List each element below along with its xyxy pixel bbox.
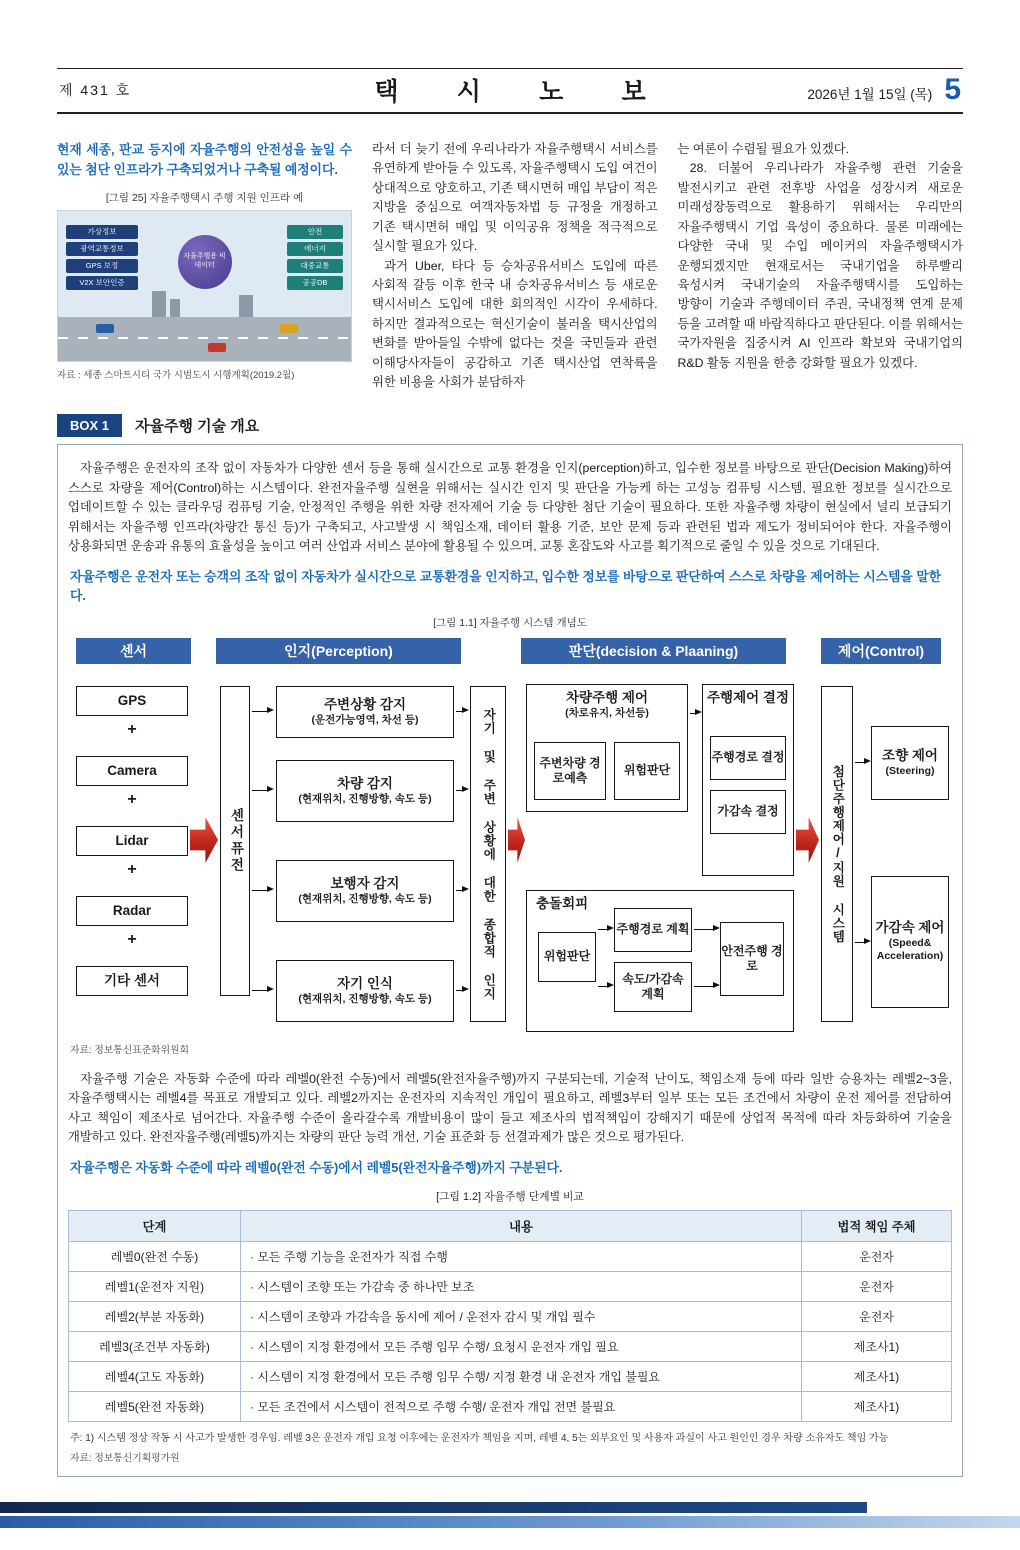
building-icon bbox=[239, 295, 253, 317]
plus-separator: + bbox=[127, 930, 137, 948]
bigdata-center-icon: 자율주행용 빅데이터 bbox=[178, 235, 232, 289]
vehicle-icon bbox=[96, 324, 114, 333]
sensor-label: Radar bbox=[112, 902, 152, 918]
table-row-level1 bbox=[69, 1271, 952, 1301]
perception-sub: (현재위치, 진행방향, 속도 등) bbox=[298, 892, 432, 905]
flow-arrow bbox=[252, 790, 267, 791]
steering-sub: (Steering) bbox=[885, 764, 935, 777]
sensor-box-gps bbox=[76, 686, 188, 716]
figure-25-source: 자료 : 세종 스마트시티 국가 시범도시 시행계획(2019.2월) bbox=[57, 369, 295, 381]
autonomy-level-table bbox=[68, 1210, 952, 1422]
perception-title: 보행자 감지 bbox=[330, 875, 400, 891]
figure-1-1-caption: [그림 1.1] 자율주행 시스템 개념도 bbox=[433, 616, 587, 629]
table-row-level3 bbox=[69, 1331, 952, 1361]
flow-arrow-red bbox=[190, 814, 218, 866]
table-row-level4 bbox=[69, 1361, 952, 1391]
diagram-header-sensor: 센서 bbox=[76, 638, 191, 664]
level-cell: 레벨2(부분 자동화) bbox=[69, 1301, 241, 1331]
figure-label: 광역교통정보 bbox=[66, 242, 138, 256]
comprehensive-recognition-label: 자기 및 주변 상황에 대한 종합적 인지 bbox=[481, 707, 496, 1001]
box1-title: 자율주행 기술 개요 bbox=[135, 418, 260, 436]
perception-box-surrounding bbox=[276, 686, 454, 738]
masthead bbox=[57, 68, 963, 114]
flow-arrow bbox=[456, 790, 462, 791]
road-graphic bbox=[58, 317, 351, 361]
key-sentence-1: 자율주행은 운전자 또는 승객의 조작 없이 자동차가 실시간으로 교통환경을 인지하고, 입수한 정보를 바탕으로 판단하여 스스로 차량을 제어하는 시스템을 말한다. bbox=[70, 568, 942, 603]
issue-date: 2026년 1월 15일 (목) bbox=[807, 87, 933, 102]
figure-label: 안전 bbox=[287, 225, 343, 239]
risk-judgment-label: 위험판단 bbox=[623, 763, 671, 778]
desc-cell: · 모든 주행 기능을 운전자가 직접 수행 bbox=[241, 1241, 802, 1271]
article-column-3 bbox=[678, 140, 964, 392]
responsibility-cell: 제조사1) bbox=[802, 1391, 952, 1421]
article-column-2 bbox=[372, 140, 658, 392]
table-header-responsibility: 법적 책임 주체 bbox=[802, 1210, 952, 1241]
perception-sub: (현재위치, 진행방향, 속도 등) bbox=[298, 992, 432, 1005]
desc-cell: · 시스템이 조향과 가감속을 동시에 제어 / 운전자 감시 및 개입 필수 bbox=[241, 1301, 802, 1331]
desc-cell: · 시스템이 조향 또는 가감속 중 하나만 보조 bbox=[241, 1271, 802, 1301]
key-sentence-2: 자율주행은 자동화 수준에 따라 레벨0(완전 수동)에서 레벨5(완전자율주행)까지 구분된다. bbox=[70, 1159, 563, 1175]
risk-judgment-box bbox=[614, 742, 680, 800]
desc-cell: · 시스템이 지정 환경에서 모든 주행 임무 수행/ 요청시 운전자 개입 필요 bbox=[241, 1331, 802, 1361]
building-icon bbox=[170, 299, 180, 317]
table-header-level: 단계 bbox=[69, 1210, 241, 1241]
perception-title: 차량 감지 bbox=[337, 775, 393, 791]
desc-cell: · 시스템이 지정 환경에서 모든 주행 임무 수행/ 지정 환경 내 운전자 개입 불필요 bbox=[241, 1361, 802, 1391]
route-prediction-label: 주변차량 경로예측 bbox=[539, 755, 601, 785]
collision-risk-judgment-label: 위험판단 bbox=[543, 949, 591, 964]
flow-arrow bbox=[456, 890, 462, 891]
article-paragraph: 과거 Uber, 타다 등 승차공유서비스 도입에 따른 사회적 갈등 이후 한국 내 승차공유서비스 등 새로운 택시서비스 도입에 대한 회의적인 시각이 우세하다. 하지만 결과적으로는 혁신기술이 불러올 택시산업의 변화를 받아들일 수밖에 없다는 것을 국민들과 관련 이해당사자들이 공감하고 기존 택시산업 연착륙을 위한 비용을 사회가 분담하자 bbox=[372, 258, 658, 390]
newspaper-title: 택 시 노 보 bbox=[374, 78, 672, 106]
accel-control-box bbox=[871, 876, 949, 1008]
box1-paragraph-2: 자율주행 기술은 자동화 수준에 따라 레벨0(완전 수동)에서 레벨5(완전자율주행)까지 구분되는데, 기술적 난이도, 책임소재 등에 따라 일반 승용차는 레벨2~3을, 자율주행택시는 레벨4를 목표로 개발되고 있다. 레벨2까지는 운전자의 지속적인 개입이 필요하고, 레벨3부터 일부 또는 모든 조건에서 차량이 운전 제어를 전담하여 사고 책임이 제조사로 넘어간다. 자율주행 수준이 올라갈수록 개발비용이 많이 들고 제조사의 법적책임이 강해지기 때문에 상업적 목적에 따라 차등화하여 기술을 개발하고 있다. 완전자율주행(레벨5)까지는 차량의 판단 능력 개선, 기술 표준화 등 선결과제가 많은 것으로 평가된다. bbox=[68, 1071, 952, 1145]
steering-title: 조향 제어 bbox=[882, 747, 938, 763]
building-icon bbox=[152, 291, 166, 317]
flow-arrow bbox=[252, 890, 267, 891]
sensor-fusion-box bbox=[220, 686, 250, 996]
adas-label: 첨단주행제어/지원 시스템 bbox=[830, 764, 845, 944]
figure-1-1-source: 자료: 정보통신표준화위원회 bbox=[70, 1044, 190, 1056]
flow-arrow bbox=[598, 986, 607, 987]
lane-marking-icon bbox=[58, 337, 351, 339]
article-body bbox=[57, 140, 963, 392]
level-cell: 레벨4(고도 자동화) bbox=[69, 1361, 241, 1391]
table-header-row bbox=[69, 1210, 952, 1241]
diagram-header-control: 제어(Control) bbox=[821, 638, 941, 664]
figure-label: 가상정보 bbox=[66, 225, 138, 239]
lead-sentence: 현재 세종, 판교 등지에 자율주행의 안전성을 높일 수 있는 첨단 인프라가 구축되었거나 구축될 예정이다. bbox=[57, 142, 352, 177]
vehicle-drive-control-title: 차량주행 제어 bbox=[566, 689, 648, 705]
perception-sub: (운전가능영역, 차선 등) bbox=[311, 713, 419, 726]
figure-label: GPS 보정 bbox=[66, 259, 138, 273]
figure-label: 공공DB bbox=[287, 276, 343, 290]
flow-arrow-red bbox=[508, 814, 525, 866]
drive-control-decision-title: 주행제어 결정 bbox=[707, 689, 789, 705]
table-row-level5 bbox=[69, 1391, 952, 1421]
route-plan-box bbox=[614, 908, 692, 952]
responsibility-cell: 제조사1) bbox=[802, 1361, 952, 1391]
box1-body bbox=[57, 444, 963, 1476]
level-cell: 레벨5(완전 자동화) bbox=[69, 1391, 241, 1421]
article-paragraph: 는 여론이 수렴될 필요가 있겠다. bbox=[677, 142, 850, 156]
vehicle-icon bbox=[208, 343, 226, 352]
flow-arrow bbox=[694, 929, 713, 930]
level-cell: 레벨1(운전자 지원) bbox=[69, 1271, 241, 1301]
flow-arrow bbox=[855, 762, 864, 763]
responsibility-cell: 운전자 bbox=[802, 1241, 952, 1271]
flow-arrow bbox=[690, 713, 695, 714]
sensor-fusion-label: 센서퓨전 bbox=[228, 807, 244, 874]
table-row-level0 bbox=[69, 1241, 952, 1271]
sensor-label: GPS bbox=[117, 692, 147, 708]
sensor-label: 기타 센서 bbox=[104, 972, 160, 988]
table-source: 자료: 정보통신기획평가원 bbox=[70, 1452, 180, 1464]
footer-decoration bbox=[0, 1502, 1020, 1528]
perception-title: 주변상황 감지 bbox=[324, 696, 406, 712]
perception-box-pedestrian bbox=[276, 860, 454, 922]
table-caption: [그림 1.2] 자율주행 단계별 비교 bbox=[436, 1190, 584, 1203]
sensor-label: Camera bbox=[107, 762, 157, 778]
speed-plan-box bbox=[614, 962, 692, 1012]
accel-decision-label: 가감속 결정 bbox=[717, 804, 779, 819]
perception-sub: (현재위치, 진행방향, 속도 등) bbox=[298, 792, 432, 805]
route-decision-box bbox=[710, 736, 786, 780]
adas-box bbox=[821, 686, 853, 1022]
perception-box-vehicle bbox=[276, 760, 454, 822]
comprehensive-recognition-box bbox=[470, 686, 506, 1022]
flow-arrow bbox=[598, 929, 607, 930]
figure-label: 에너지 bbox=[287, 242, 343, 256]
diagram-header-perception: 인지(Perception) bbox=[216, 638, 461, 664]
autonomous-driving-system-diagram bbox=[68, 638, 952, 1038]
vehicle-icon bbox=[280, 324, 298, 333]
sensor-box-other bbox=[76, 966, 188, 996]
flow-arrow bbox=[855, 942, 864, 943]
table-row-level2 bbox=[69, 1301, 952, 1331]
responsibility-cell: 운전자 bbox=[802, 1301, 952, 1331]
sensor-label: Lidar bbox=[115, 832, 149, 848]
level-cell: 레벨0(완전 수동) bbox=[69, 1241, 241, 1271]
level-cell: 레벨3(조건부 자동화) bbox=[69, 1331, 241, 1361]
figure-25-caption: [그림 25] 자율주행택시 주행 지원 인프라 예 bbox=[105, 191, 304, 204]
perception-title: 자기 인식 bbox=[337, 975, 393, 991]
flow-arrow bbox=[694, 986, 713, 987]
footer-bar-light bbox=[0, 1516, 1020, 1528]
accel-title: 가감속 제어 bbox=[875, 920, 945, 936]
responsibility-cell: 운전자 bbox=[802, 1271, 952, 1301]
footer-bar-dark bbox=[0, 1502, 867, 1513]
responsibility-cell: 제조사1) bbox=[802, 1331, 952, 1361]
flow-arrow bbox=[252, 711, 267, 712]
flow-arrow-red bbox=[796, 814, 819, 866]
table-footnote: 주: 1) 시스템 정상 작동 시 사고가 발생한 경우임. 레벨 3은 운전자 개입 요청 이후에는 운전자가 책임을 지며, 레벨 4, 5는 외부요인 및 사용자 과실이 사고 원인인 경우 차량 소유자도 책임 가능 bbox=[70, 1432, 889, 1444]
plus-separator: + bbox=[127, 860, 137, 878]
accel-decision-box bbox=[710, 790, 786, 834]
issue-number: 제 431 호 bbox=[59, 81, 132, 98]
route-prediction-box bbox=[534, 742, 606, 800]
figure-label: 대중교통 bbox=[287, 259, 343, 273]
speed-plan-label: 속도/가감속 계획 bbox=[622, 971, 684, 1001]
box1-paragraph-1: 자율주행은 운전자의 조작 없이 자동차가 다양한 센서 등을 통해 실시간으로 교통 환경을 인지(perception)하고, 입수한 정보를 바탕으로 판단(Decision Making)하여 스스로 차량을 제어(Control)하는 시스템이다. 완전자율주행 실현을 위해서는 실시간 인지 및 판단을 가능케 하는 고성능 컴퓨팅 시스템, 필요한 정보를 실시간으로 업데이트할 수 있는 클라우딩 컴퓨팅 기술, 안정적인 주행을 위한 차량 전자제어 기술 등 다양한 첨단 기술이 필요하다. 또한 자율주행 차량이 현실에서 널리 보급되기 위해서는 자율주행 인프라(차량간 통신 등)가 구축되고, 사고발생 시 책임소재, 데이터 활용 기준, 보안 문제 등과 관련된 법과 제도가 정비되어야 한다. 자율주행이 상용화되면 운송과 유통의 효율성을 높이고 여러 산업과 서비스 분야에 활용될 수 있으며, 교통 혼잡도와 사고를 획기적으로 줄일 수 있을 것으로 기대된다. bbox=[68, 461, 952, 554]
steering-control-box bbox=[871, 726, 949, 800]
table-header-desc: 내용 bbox=[241, 1210, 802, 1241]
box1-tag: BOX 1 bbox=[57, 414, 122, 437]
drive-control-decision-box bbox=[702, 684, 794, 876]
desc-cell: · 모든 조건에서 시스템이 전적으로 주행 수행/ 운전자 개입 전면 불필요 bbox=[241, 1391, 802, 1421]
perception-box-self bbox=[276, 960, 454, 1022]
plus-separator: + bbox=[127, 790, 137, 808]
sensor-box-radar bbox=[76, 896, 188, 926]
infra-figure bbox=[57, 210, 352, 362]
route-decision-label: 주행경로 결정 bbox=[711, 750, 785, 765]
article-paragraph: 라서 더 늦기 전에 우리나라가 자율주행택시 서비스를 유연하게 받아들 수 있도록, 자율주행택시 도입 여건이 상대적으로 양호하고, 기존 택시면허 매입 부담이 적은 지방을 중심으로 여객자동차법 등 규정을 개정하고 기존 택시면허 매입 및 이익공유 정책을 적극적으로 실시할 필요가 있다. bbox=[372, 142, 658, 254]
article-column-1 bbox=[57, 140, 352, 392]
sensor-box-camera bbox=[76, 756, 188, 786]
sensor-box-lidar bbox=[76, 826, 188, 856]
page-number: 5 bbox=[944, 73, 961, 106]
flow-arrow bbox=[456, 990, 462, 991]
plus-separator: + bbox=[127, 720, 137, 738]
collision-risk-judgment-box bbox=[538, 932, 596, 982]
safe-route-label: 안전주행 경로 bbox=[721, 943, 783, 973]
flow-arrow bbox=[456, 711, 462, 712]
flow-arrow bbox=[252, 990, 267, 991]
article-paragraph: 28. 더불어 우리나라가 자율주행 관련 기술을 발전시키고 관련 전후방 사업을 성장시켜 새로운 미래성장동력으로 활용하기 위해서는 우리만의 자율주행택시 기업 육성이 중요하다. 물론 미래에는 다양한 국내 및 수입 메이커의 자율주행택시가 운행되겠지만 현재로서는 국내기업을 하루빨리 육성시켜 국내기술의 자율주행택시를 도입하는 방향이 기술과 주행데이터 주권, 국내정책 연계 문제 등을 고려할 때 바람직하다고 판단된다. 이를 위해서는 국가자원을 집중시켜 AI 인프라 확보와 국내기업의 R&D 활동 지원을 한층 강화할 필요가 있겠다. bbox=[677, 161, 963, 370]
route-plan-label: 주행경로 계획 bbox=[616, 922, 690, 937]
accel-sub: (Speed& Acceleration) bbox=[876, 937, 944, 963]
figure-label: V2X 보안인증 bbox=[66, 276, 138, 290]
diagram-header-decision: 판단(decision & Plaaning) bbox=[521, 638, 786, 664]
collision-avoidance-title: 충돌회피 bbox=[536, 895, 589, 911]
safe-route-box bbox=[720, 922, 784, 996]
box1-header bbox=[57, 414, 963, 437]
vehicle-drive-control-sub: (차로유지, 차선등) bbox=[565, 706, 649, 719]
